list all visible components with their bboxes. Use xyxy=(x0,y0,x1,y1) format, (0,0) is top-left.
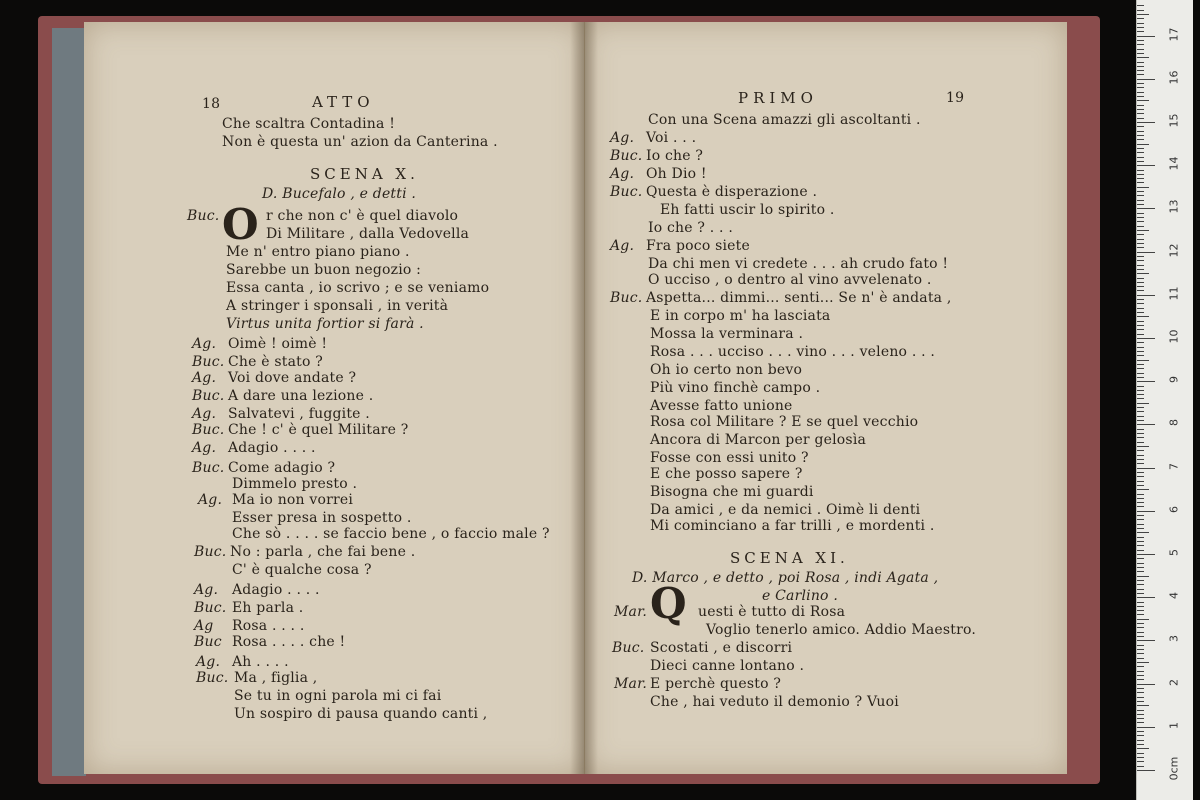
ruler-tick xyxy=(1137,165,1155,166)
ruler-tick xyxy=(1137,83,1144,84)
left-text-line: Adagio . . . . xyxy=(232,582,320,598)
left-speaker-label: Ag. xyxy=(196,654,221,670)
left-speaker-label: Buc xyxy=(194,634,222,650)
ruler-tick xyxy=(1137,494,1144,495)
ruler-tick xyxy=(1137,282,1144,283)
left-text-line: No : parla , che fai bene . xyxy=(230,544,416,560)
right-speaker-label: Ag. xyxy=(610,238,635,254)
right-text-line: Aspetta... dimmi... senti... Se n' è andata , xyxy=(646,290,952,306)
ruler-tick xyxy=(1137,666,1144,667)
ruler-tick xyxy=(1137,308,1144,309)
left-text-line: Dimmelo presto . xyxy=(232,476,358,492)
left-speaker-label: Buc. xyxy=(192,460,225,476)
ruler-label: 16 xyxy=(1167,70,1181,85)
ruler-tick xyxy=(1137,589,1144,590)
ruler-tick xyxy=(1137,14,1149,15)
ruler-label: 4 xyxy=(1167,592,1181,600)
ruler-tick xyxy=(1137,36,1155,37)
ruler-tick xyxy=(1137,390,1144,391)
left-text-line: Che sò . . . . se faccio bene , o faccio male ? xyxy=(232,526,550,542)
ruler-tick xyxy=(1137,239,1144,240)
left-speaker-label: Ag. xyxy=(192,440,217,456)
ruler-tick xyxy=(1137,640,1155,641)
left-page-number: 18 xyxy=(202,96,221,112)
ruler-tick xyxy=(1137,118,1144,119)
ruler-tick xyxy=(1137,506,1144,507)
ruler-tick xyxy=(1137,571,1144,572)
ruler-tick xyxy=(1137,519,1144,520)
right-text-line: Oh io certo non bevo xyxy=(650,362,803,378)
left-drop-cap: O xyxy=(222,200,259,249)
ruler-tick xyxy=(1137,381,1155,382)
left-speaker-label: Buc. xyxy=(192,388,225,404)
right-text-line: Avesse fatto unione xyxy=(650,398,793,414)
ruler-tick xyxy=(1137,515,1144,516)
ruler-tick xyxy=(1137,524,1144,525)
ruler-label: 3 xyxy=(1167,635,1181,643)
ruler-tick xyxy=(1137,92,1144,93)
right-text-line: Voglio tenerlo amico. Addio Maestro. xyxy=(706,622,977,638)
ruler-tick xyxy=(1137,558,1144,559)
ruler-tick xyxy=(1137,424,1155,425)
ruler-tick xyxy=(1137,200,1144,201)
left-text-line: Ah . . . . xyxy=(232,654,289,670)
ruler-tick xyxy=(1137,157,1144,158)
ruler-tick xyxy=(1137,355,1144,356)
ruler-tick xyxy=(1137,53,1144,54)
ruler-tick xyxy=(1137,403,1149,404)
ruler-tick xyxy=(1137,161,1144,162)
ruler-tick xyxy=(1137,735,1144,736)
ruler-tick xyxy=(1137,610,1144,611)
ruler-tick xyxy=(1137,675,1144,676)
left-speaker-label: Ag. xyxy=(198,492,223,508)
left-text-line: Di Militare , dalla Vedovella xyxy=(266,226,470,242)
ruler-tick xyxy=(1137,191,1144,192)
right-speaker-label: Buc. xyxy=(610,148,643,164)
ruler-tick xyxy=(1137,290,1144,291)
ruler-tick xyxy=(1137,23,1144,24)
right-speaker-label: Mar. xyxy=(614,676,648,692)
left-text-line: Se tu in ogni parola mi ci fai xyxy=(234,688,442,704)
ruler-tick xyxy=(1137,455,1144,456)
left-scene-heading: SCENA X. xyxy=(310,165,419,183)
right-text-line: Da chi men vi credete . . . ah crudo fato ! xyxy=(648,256,949,272)
right-text-line: E che posso sapere ? xyxy=(650,466,803,482)
ruler-tick xyxy=(1137,364,1144,365)
ruler-tick xyxy=(1137,398,1144,399)
right-text-line: O ucciso , o dentro al vino avvelenato . xyxy=(648,272,932,288)
ruler-tick xyxy=(1137,131,1144,132)
ruler-tick xyxy=(1137,316,1149,317)
ruler-tick xyxy=(1137,230,1149,231)
ruler-tick xyxy=(1137,545,1144,546)
book-gutter xyxy=(570,22,598,774)
left-text-line: Come adagio ? xyxy=(228,460,336,476)
ruler-tick xyxy=(1137,692,1144,693)
ruler-tick xyxy=(1137,213,1144,214)
ruler-tick xyxy=(1137,748,1149,749)
ruler-tick xyxy=(1137,144,1149,145)
ruler-tick xyxy=(1137,485,1144,486)
ruler-tick xyxy=(1137,770,1155,771)
ruler-tick xyxy=(1137,714,1144,715)
ruler-tick xyxy=(1137,766,1144,767)
ruler-tick xyxy=(1137,653,1144,654)
right-text-line: uesti è tutto di Rosa xyxy=(698,604,846,620)
ruler-tick xyxy=(1137,433,1144,434)
ruler-tick xyxy=(1137,662,1149,663)
ruler-tick xyxy=(1137,325,1144,326)
left-speaker-label: Buc. xyxy=(196,670,229,686)
ruler-tick xyxy=(1137,148,1144,149)
ruler-tick xyxy=(1137,74,1144,75)
ruler-label: 10 xyxy=(1167,329,1181,344)
right-text-line: Voi . . . xyxy=(646,130,697,146)
ruler-tick xyxy=(1137,442,1144,443)
ruler-tick xyxy=(1137,312,1144,313)
left-text-line: Adagio . . . . xyxy=(228,440,316,456)
ruler-tick xyxy=(1137,705,1149,706)
left-text-line: A stringer i sponsali , in verità xyxy=(226,298,449,314)
ruler-tick xyxy=(1137,269,1144,270)
ruler-tick xyxy=(1137,182,1144,183)
ruler-tick xyxy=(1137,420,1144,421)
left-text-line: Che ! c' è quel Militare ? xyxy=(228,422,409,438)
ruler-tick xyxy=(1137,265,1144,266)
right-page-number: 19 xyxy=(946,90,965,106)
ruler-tick xyxy=(1137,329,1144,330)
ruler-tick xyxy=(1137,62,1144,63)
ruler-tick xyxy=(1137,731,1144,732)
ruler-tick xyxy=(1137,252,1155,253)
right-text-line: Rosa col Militare ? E se quel vecchio xyxy=(650,414,919,430)
right-speaker-label: Ag. xyxy=(610,166,635,182)
right-speaker-label: Ag. xyxy=(610,130,635,146)
ruler-label: 8 xyxy=(1167,419,1181,427)
ruler-tick xyxy=(1137,368,1144,369)
right-text-line: Ancora di Marcon per gelosìa xyxy=(650,432,867,448)
ruler-tick xyxy=(1137,537,1144,538)
left-speaker-label: Buc. xyxy=(194,544,227,560)
right-text-line: e Carlino . xyxy=(762,588,838,604)
ruler-tick xyxy=(1137,429,1144,430)
ruler-label: 2 xyxy=(1167,678,1181,686)
ruler-tick xyxy=(1137,563,1144,564)
ruler-tick xyxy=(1137,593,1144,594)
ruler-tick xyxy=(1137,684,1155,685)
ruler-tick xyxy=(1137,31,1144,32)
ruler-tick xyxy=(1137,256,1144,257)
ruler-tick xyxy=(1137,195,1144,196)
ruler-tick xyxy=(1137,70,1144,71)
ruler-tick xyxy=(1137,532,1149,533)
left-text-line: Oimè ! oimè ! xyxy=(228,336,328,352)
left-text-line: Che è stato ? xyxy=(228,354,323,370)
ruler-tick xyxy=(1137,753,1144,754)
left-text-line: Ma , figlia , xyxy=(234,670,318,686)
ruler-tick xyxy=(1137,481,1144,482)
ruler-tick xyxy=(1137,722,1144,723)
ruler-tick xyxy=(1137,718,1144,719)
ruler-tick xyxy=(1137,416,1144,417)
measuring-ruler xyxy=(1136,0,1193,800)
ruler-tick xyxy=(1137,226,1144,227)
right-text-line: Con una Scena amazzi gli ascoltanti . xyxy=(648,112,921,128)
left-speaker-label: Buc. xyxy=(194,600,227,616)
right-text-line: Questa è disperazione . xyxy=(646,184,818,200)
ruler-label: 14 xyxy=(1167,156,1181,171)
ruler-tick xyxy=(1137,541,1144,542)
ruler-tick xyxy=(1137,688,1144,689)
ruler-tick xyxy=(1137,511,1155,512)
ruler-tick xyxy=(1137,580,1144,581)
endpaper-edge xyxy=(52,28,86,776)
left-speaker-label: Ag. xyxy=(192,336,217,352)
ruler-tick xyxy=(1137,459,1144,460)
ruler-tick xyxy=(1137,437,1144,438)
left-text-line: A dare una lezione . xyxy=(228,388,374,404)
ruler-label: 6 xyxy=(1167,505,1181,513)
right-text-line: Scostati , e discorri xyxy=(650,640,793,656)
ruler-tick xyxy=(1137,446,1149,447)
right-text-line: E in corpo m' ha lasciata xyxy=(650,308,831,324)
right-text-line: E perchè questo ? xyxy=(650,676,782,692)
ruler-tick xyxy=(1137,377,1144,378)
ruler-tick xyxy=(1137,632,1144,633)
right-text-line: Io che ? xyxy=(646,148,704,164)
ruler-tick xyxy=(1137,338,1155,339)
ruler-tick xyxy=(1137,79,1155,80)
right-speaker-label: Mar. xyxy=(614,604,648,620)
ruler-tick xyxy=(1137,178,1144,179)
ruler-label: 17 xyxy=(1167,27,1181,42)
ruler-tick xyxy=(1137,671,1144,672)
ruler-tick xyxy=(1137,126,1144,127)
ruler-tick xyxy=(1137,105,1144,106)
ruler-label: 15 xyxy=(1167,113,1181,128)
right-text-line: Dieci canne lontano . xyxy=(650,658,805,674)
ruler-tick xyxy=(1137,187,1149,188)
ruler-tick xyxy=(1137,303,1144,304)
right-speaker-label: Buc. xyxy=(612,640,645,656)
ruler-tick xyxy=(1137,649,1144,650)
right-text-line: Da amici , e da nemici . Oimè li denti xyxy=(650,502,921,518)
ruler-tick xyxy=(1137,234,1144,235)
right-text-line: Bisogna che mi guardi xyxy=(650,484,814,500)
ruler-label: 11 xyxy=(1167,286,1181,301)
left-text-line: Rosa . . . . xyxy=(232,618,305,634)
left-speaker-label: Buc. xyxy=(192,422,225,438)
right-text-line: Mossa la verminara . xyxy=(650,326,804,342)
right-text-line: Eh fatti uscir lo spirito . xyxy=(660,202,835,218)
ruler-tick xyxy=(1137,645,1144,646)
ruler-tick xyxy=(1137,606,1144,607)
ruler-tick xyxy=(1137,727,1155,728)
ruler-tick xyxy=(1137,619,1149,620)
ruler-tick xyxy=(1137,386,1144,387)
ruler-tick xyxy=(1137,351,1144,352)
ruler-tick xyxy=(1137,260,1144,261)
left-text-line: Non è questa un' azion da Canterina . xyxy=(222,134,498,150)
ruler-tick xyxy=(1137,174,1144,175)
ruler-tick xyxy=(1137,468,1155,469)
ruler-tick xyxy=(1137,679,1144,680)
ruler-label: 12 xyxy=(1167,243,1181,258)
ruler-tick xyxy=(1137,411,1144,412)
ruler-tick xyxy=(1137,463,1144,464)
left-text-line: Rosa . . . . che ! xyxy=(232,634,346,650)
left-speaker-label: Ag xyxy=(194,618,214,634)
ruler-tick xyxy=(1137,597,1155,598)
right-text-line: D. Marco , e detto , poi Rosa , indi Agata , xyxy=(632,570,939,586)
ruler-tick xyxy=(1137,623,1144,624)
left-speaker-label: Ag. xyxy=(192,406,217,422)
ruler-tick xyxy=(1137,636,1144,637)
ruler-tick xyxy=(1137,697,1144,698)
ruler-tick xyxy=(1137,761,1144,762)
ruler-tick xyxy=(1137,66,1144,67)
ruler-tick xyxy=(1137,44,1144,45)
ruler-tick xyxy=(1137,701,1144,702)
ruler-tick xyxy=(1137,204,1144,205)
ruler-tick xyxy=(1137,247,1144,248)
left-text-line: Virtus unita fortior si farà . xyxy=(226,316,424,332)
ruler-tick xyxy=(1137,373,1144,374)
right-speaker-label: Buc. xyxy=(610,184,643,200)
ruler-tick xyxy=(1137,217,1144,218)
left-text-line: Che scaltra Contadina ! xyxy=(222,116,396,132)
ruler-tick xyxy=(1137,109,1144,110)
ruler-tick xyxy=(1137,334,1144,335)
ruler-tick xyxy=(1137,740,1144,741)
ruler-tick xyxy=(1137,152,1144,153)
ruler-tick xyxy=(1137,122,1155,123)
ruler-tick xyxy=(1137,243,1144,244)
ruler-tick xyxy=(1137,602,1144,603)
ruler-tick xyxy=(1137,407,1144,408)
ruler-tick xyxy=(1137,498,1144,499)
right-drop-cap: Q xyxy=(650,579,687,628)
ruler-tick xyxy=(1137,554,1155,555)
ruler-label: 5 xyxy=(1167,549,1181,556)
ruler-tick xyxy=(1137,40,1144,41)
left-text-line: D. Bucefalo , e detti . xyxy=(262,186,417,202)
ruler-tick xyxy=(1137,347,1144,348)
left-text-line: Esser presa in sospetto . xyxy=(232,510,412,526)
left-speaker-label: Ag. xyxy=(194,582,219,598)
ruler-tick xyxy=(1137,476,1144,477)
ruler-tick xyxy=(1137,342,1144,343)
right-text-line: Oh Dio ! xyxy=(646,166,707,182)
left-text-line: Un sospiro di pausa quando canti , xyxy=(234,706,488,722)
ruler-tick xyxy=(1137,744,1144,745)
ruler-label: 7 xyxy=(1167,462,1181,470)
ruler-tick xyxy=(1137,100,1149,101)
right-text-line: Mi cominciano a far trilli , e mordenti . xyxy=(650,518,935,534)
ruler-tick xyxy=(1137,18,1144,19)
ruler-tick xyxy=(1137,489,1149,490)
right-text-line: Fosse con essi unito ? xyxy=(650,450,809,466)
ruler-tick xyxy=(1137,528,1144,529)
ruler-tick xyxy=(1137,278,1144,279)
ruler-tick xyxy=(1137,550,1144,551)
ruler-tick xyxy=(1137,135,1144,136)
ruler-tick xyxy=(1137,57,1149,58)
right-scene-heading: SCENA XI. xyxy=(730,549,849,567)
left-text-line: Salvatevi , fuggite . xyxy=(228,406,370,422)
ruler-tick xyxy=(1137,96,1144,97)
ruler-tick xyxy=(1137,360,1149,361)
ruler-tick xyxy=(1137,472,1144,473)
left-running-head: ATTO xyxy=(312,93,375,111)
ruler-tick xyxy=(1137,584,1144,585)
ruler-tick xyxy=(1137,450,1144,451)
ruler-label: 1 xyxy=(1167,721,1181,729)
ruler-tick xyxy=(1137,170,1144,171)
ruler-tick xyxy=(1137,10,1144,11)
ruler-tick xyxy=(1137,221,1144,222)
ruler-tick xyxy=(1137,658,1144,659)
right-speaker-label: Buc. xyxy=(610,290,643,306)
ruler-tick xyxy=(1137,627,1144,628)
right-running-head: PRIMO xyxy=(738,89,818,107)
ruler-tick xyxy=(1137,614,1144,615)
ruler-tick xyxy=(1137,208,1155,209)
right-text-line: Più vino finchè campo . xyxy=(650,380,821,396)
ruler-tick xyxy=(1137,299,1144,300)
ruler-label: 9 xyxy=(1167,376,1181,384)
left-text-line: Ma io non vorrei xyxy=(232,492,354,508)
ruler-tick xyxy=(1137,27,1144,28)
ruler-tick xyxy=(1137,113,1144,114)
right-text-line: Io che ? . . . xyxy=(648,220,734,236)
ruler-label: 13 xyxy=(1167,199,1181,214)
ruler-tick xyxy=(1137,295,1155,296)
ruler-tick xyxy=(1137,567,1144,568)
ruler-tick xyxy=(1137,286,1144,287)
ruler-tick xyxy=(1137,394,1144,395)
ruler-tick xyxy=(1137,139,1144,140)
ruler-tick xyxy=(1137,576,1149,577)
left-speaker-label: Ag. xyxy=(192,370,217,386)
right-text-line: Rosa . . . ucciso . . . vino . . . veleno . . . xyxy=(650,344,936,360)
ruler-label: 0cm xyxy=(1167,756,1181,781)
ruler-tick xyxy=(1137,273,1149,274)
left-speaker-label: Buc. xyxy=(187,208,220,224)
ruler-tick xyxy=(1137,502,1144,503)
ruler-tick xyxy=(1137,5,1144,6)
left-text-line: Me n' entro piano piano . xyxy=(226,244,410,260)
left-text-line: Sarebbe un buon negozio : xyxy=(226,262,422,278)
ruler-tick xyxy=(1137,710,1144,711)
left-text-line: Eh parla . xyxy=(232,600,304,616)
left-speaker-label: Buc. xyxy=(192,354,225,370)
right-text-line: Fra poco siete xyxy=(646,238,750,254)
left-text-line: Voi dove andate ? xyxy=(228,370,357,386)
ruler-tick xyxy=(1137,49,1144,50)
ruler-tick xyxy=(1137,321,1144,322)
left-text-line: r che non c' è quel diavolo xyxy=(266,208,459,224)
left-text-line: C' è qualche cosa ? xyxy=(232,562,372,578)
left-text-line: Essa canta , io scrivo ; e se veniamo xyxy=(226,280,490,296)
right-text-line: Che , hai veduto il demonio ? Vuoi xyxy=(650,694,899,710)
ruler-tick xyxy=(1137,87,1144,88)
ruler-tick xyxy=(1137,757,1144,758)
